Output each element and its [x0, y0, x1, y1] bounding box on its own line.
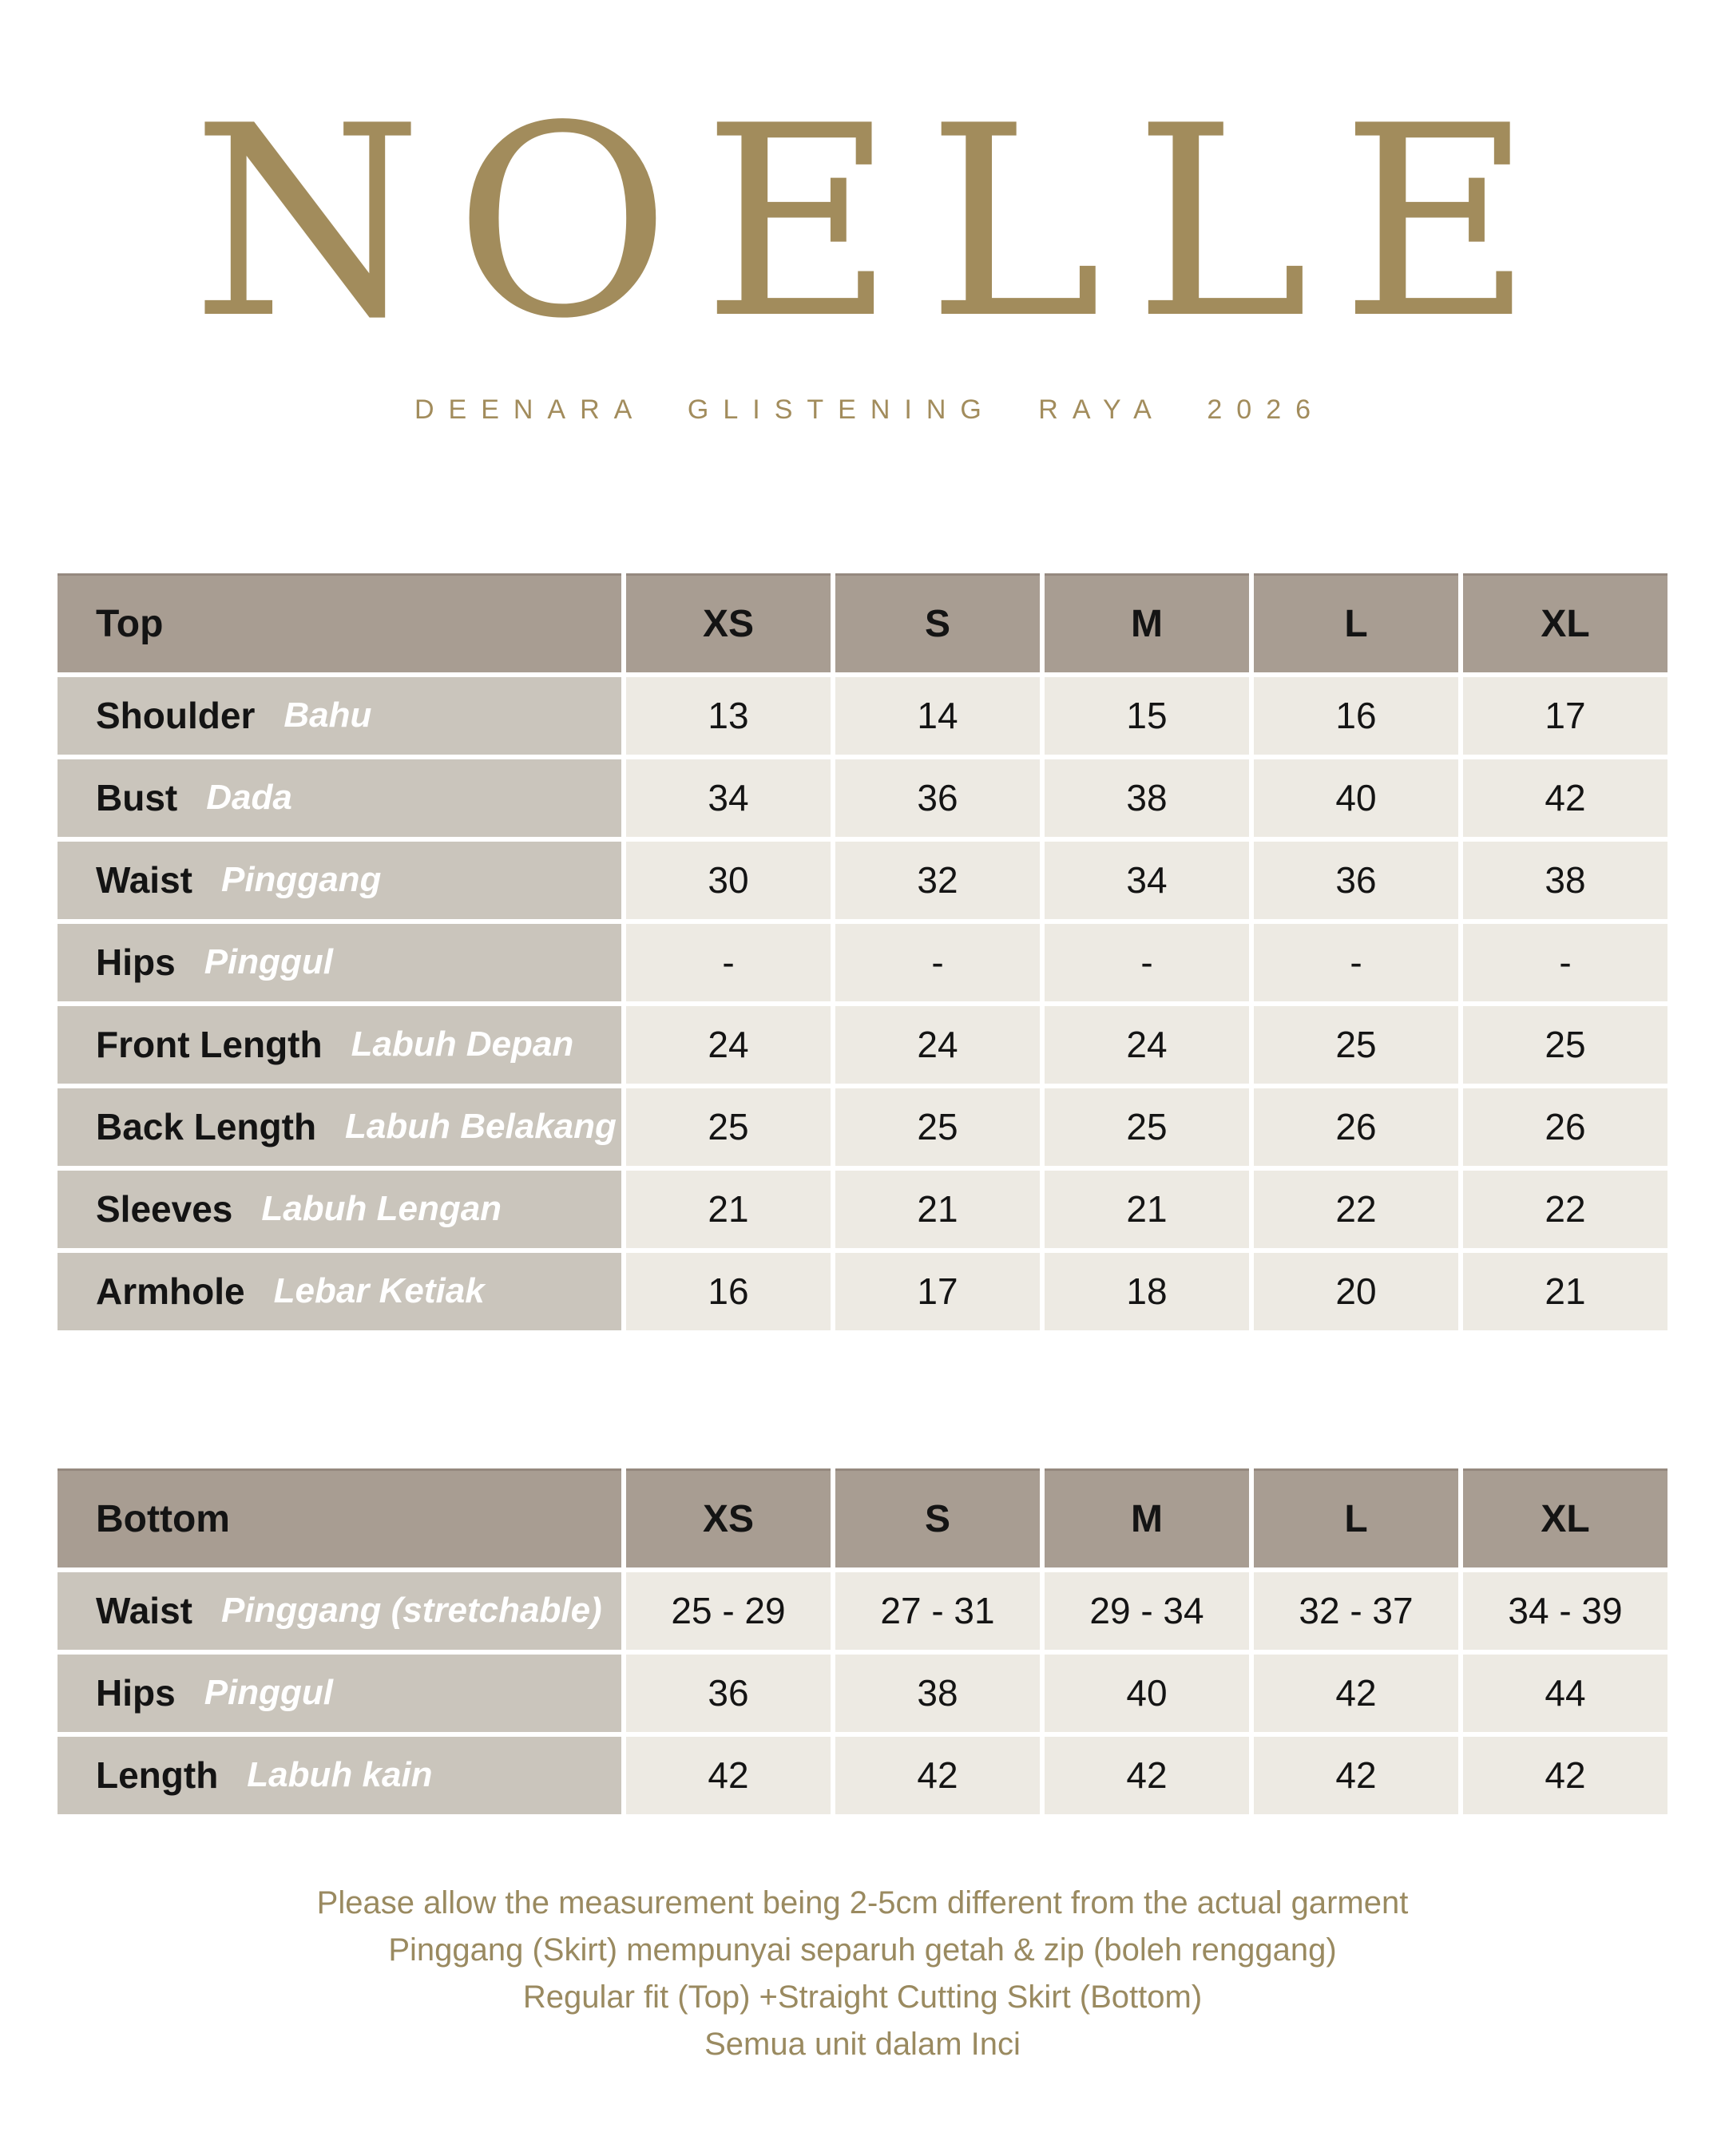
row-label-my: Bahu [284, 696, 372, 735]
value-cell: 36 [835, 759, 1040, 837]
value-cell: 40 [1045, 1655, 1249, 1732]
brand-header [0, 0, 1725, 426]
value-cell: 34 - 39 [1463, 1572, 1668, 1650]
value-cell: 30 [626, 842, 831, 919]
value-cell: 25 [1463, 1006, 1668, 1084]
bottom-table-title: Bottom [58, 1468, 621, 1567]
value-cell: 32 - 37 [1254, 1572, 1458, 1650]
row-label-en: Waist [96, 1590, 192, 1632]
row-label-my: Pinggul [204, 942, 333, 982]
value-cell: 38 [1045, 759, 1249, 837]
row-label-cell [58, 677, 621, 755]
value-cell: 32 [835, 842, 1040, 919]
value-cell: 42 [1463, 759, 1668, 837]
row-label-en: Hips [96, 941, 176, 984]
row-label-en: Length [96, 1754, 219, 1797]
size-header-xl: XL [1463, 573, 1668, 672]
value-cell: 40 [1254, 759, 1458, 837]
note-line: Regular fit (Top) +Straight Cutting Skirt (Bottom) [522, 1979, 1203, 2015]
value-cell: - [1045, 924, 1249, 1001]
value-cell: 42 [626, 1737, 831, 1814]
value-cell: 25 [1045, 1088, 1249, 1166]
brand-subtitle: DEENARA GLISTENING RAYA 2026 [414, 394, 1326, 425]
row-label-my: Labuh Depan [351, 1024, 574, 1064]
row-label-en: Bust [96, 777, 178, 819]
size-header-m: M [1045, 1468, 1249, 1567]
row-label-my: Labuh Lengan [261, 1189, 502, 1229]
size-header-xs: XS [626, 573, 831, 672]
value-cell: 22 [1254, 1171, 1458, 1248]
value-cell: 36 [1254, 842, 1458, 919]
value-cell: 25 - 29 [626, 1572, 831, 1650]
row-label-cell [58, 842, 621, 919]
value-cell: 25 [1254, 1006, 1458, 1084]
value-cell: 17 [1463, 677, 1668, 755]
row-label-cell [58, 1655, 621, 1732]
value-cell: 24 [626, 1006, 831, 1084]
row-label-cell [58, 1088, 621, 1166]
size-header-s: S [835, 1468, 1040, 1567]
row-label-en: Waist [96, 859, 192, 902]
row-label-en: Front Length [96, 1024, 323, 1066]
value-cell: 22 [1463, 1171, 1668, 1248]
size-header-xs: XS [626, 1468, 831, 1567]
value-cell: - [1463, 924, 1668, 1001]
value-cell: 18 [1045, 1253, 1249, 1330]
value-cell: 25 [835, 1088, 1040, 1166]
value-cell: 15 [1045, 677, 1249, 755]
row-label-cell [58, 924, 621, 1001]
note-line: Pinggang (Skirt) mempunyai separuh getah & zip (boleh renggang) [388, 1932, 1337, 1968]
size-header-l: L [1254, 1468, 1458, 1567]
value-cell: 42 [1463, 1737, 1668, 1814]
value-cell: 38 [1463, 842, 1668, 919]
size-header-l: L [1254, 573, 1458, 672]
footer-notes [0, 1880, 1725, 2068]
row-label-cell [58, 759, 621, 837]
value-cell: 16 [1254, 677, 1458, 755]
row-label-my: Labuh kain [247, 1755, 433, 1795]
value-cell: 38 [835, 1655, 1040, 1732]
note-line: Semua unit dalam Inci [704, 2026, 1021, 2062]
row-label-en: Armhole [96, 1270, 245, 1313]
value-cell: 21 [626, 1171, 831, 1248]
value-cell: - [835, 924, 1040, 1001]
value-cell: 34 [1045, 842, 1249, 919]
value-cell: 16 [626, 1253, 831, 1330]
value-cell: 42 [835, 1737, 1040, 1814]
value-cell: 24 [835, 1006, 1040, 1084]
row-label-my: Pinggul [204, 1673, 333, 1713]
value-cell: 13 [626, 677, 831, 755]
row-label-cell [58, 1737, 621, 1814]
size-header-xl: XL [1463, 1468, 1668, 1567]
value-cell: 34 [626, 759, 831, 837]
row-label-my: Dada [206, 778, 292, 818]
value-cell: 21 [1045, 1171, 1249, 1248]
value-cell: 27 - 31 [835, 1572, 1040, 1650]
row-label-cell [58, 1006, 621, 1084]
value-cell: 25 [626, 1088, 831, 1166]
value-cell: 42 [1045, 1737, 1249, 1814]
value-cell: - [1254, 924, 1458, 1001]
row-label-my: Pinggang [220, 860, 382, 900]
value-cell: 42 [1254, 1737, 1458, 1814]
note-line: Please allow the measurement being 2-5cm different from the actual garment [316, 1885, 1409, 1920]
size-header-m: M [1045, 573, 1249, 672]
value-cell: 21 [835, 1171, 1040, 1248]
value-cell: 20 [1254, 1253, 1458, 1330]
row-label-my: Lebar Ketiak [273, 1271, 485, 1311]
row-label-en: Hips [96, 1672, 176, 1714]
value-cell: 26 [1463, 1088, 1668, 1166]
value-cell: 44 [1463, 1655, 1668, 1732]
top-table-title: Top [58, 573, 621, 672]
value-cell: - [626, 924, 831, 1001]
row-label-en: Back Length [96, 1106, 317, 1148]
row-label-cell [58, 1171, 621, 1248]
value-cell: 21 [1463, 1253, 1668, 1330]
brand-title: NOELLE [192, 69, 1565, 376]
top-size-table [58, 573, 1668, 1330]
value-cell: 29 - 34 [1045, 1572, 1249, 1650]
value-cell: 36 [626, 1655, 831, 1732]
size-header-s: S [835, 573, 1040, 672]
value-cell: 14 [835, 677, 1040, 755]
row-label-en: Shoulder [96, 695, 256, 737]
row-label-en: Sleeves [96, 1188, 233, 1231]
value-cell: 42 [1254, 1655, 1458, 1732]
row-label-cell [58, 1253, 621, 1330]
value-cell: 17 [835, 1253, 1040, 1330]
value-cell: 26 [1254, 1088, 1458, 1166]
row-label-my: Labuh Belakang [345, 1107, 617, 1147]
bottom-size-table [58, 1468, 1668, 1814]
row-label-cell [58, 1572, 621, 1650]
value-cell: 24 [1045, 1006, 1249, 1084]
row-label-my: Pinggang (stretchable) [220, 1591, 602, 1631]
